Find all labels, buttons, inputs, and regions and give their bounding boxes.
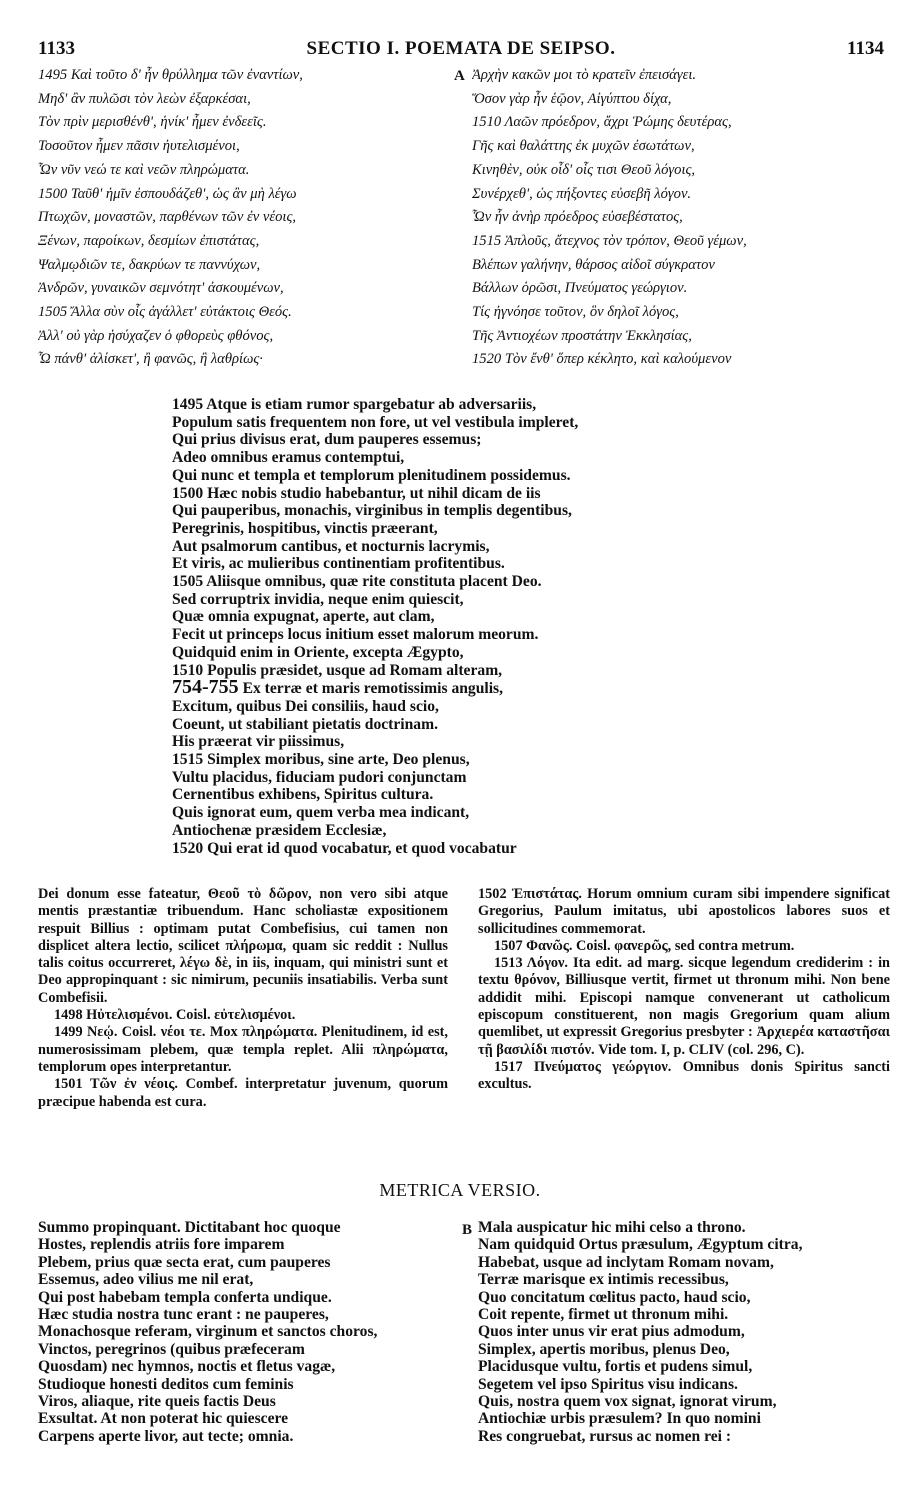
- note-paragraph: 1498 Ηὐτελισμένοι. Coisl. εὐτελισμένοι.: [54, 1007, 296, 1024]
- metrica-verse-line: Quosdam) nec hymnos, noctis et fletus vagæ,: [38, 1358, 336, 1376]
- greek-verse-line: Ἀνδρῶν, γυναικῶν σεμνότητ' ἀσκουμένων,: [38, 280, 284, 297]
- greek-text-right: [472, 64, 892, 372]
- metrica-verse-line: Simplex, apertis moribus, plenus Deo,: [478, 1340, 730, 1358]
- right-page-number: 1134: [847, 38, 884, 59]
- greek-verse-line: 1510 Λαῶν πρόεδρον, ἄχρι Ῥώμης δευτέρας,: [472, 114, 732, 131]
- greek-verse-line: Ὧν νῦν νεώ τε καὶ νεῶν πληρώματα.: [38, 161, 250, 178]
- latin-verse-line: Vultu placidus, fiduciam pudori conjunctam: [172, 768, 467, 786]
- metrica-verse-line: Viros, aliaque, rite queis factis Deus: [38, 1393, 276, 1411]
- metrica-verse-line: Mala auspicatur hic mihi celso a throno.: [478, 1219, 746, 1236]
- column-marker-a: A: [454, 68, 465, 84]
- greek-verse-line: Κινηθὲν, οὐκ οἶδ' οἷς τισι Θεοῦ λόγοις,: [472, 161, 696, 178]
- greek-verse-line: 1500 Ταῦθ' ἡμῖν ἐσπουδάζεθ', ὡς ἂν μὴ λέγω: [38, 185, 297, 202]
- metrica-verse-line: Essemus, adeo vilius me nil erat,: [38, 1271, 254, 1289]
- greek-verse-line: 1495 Καὶ τοῦτο δ' ἦν θρύλλημα τῶν ἐναντίων,: [38, 67, 303, 83]
- note-paragraph: 1517 Πνεύματος γεώργιον. Omnibus donis Spiritus sancti excultus.: [478, 1058, 890, 1093]
- latin-verse-line: Qui nunc et templa et templorum plenitudinem possidemus.: [172, 466, 571, 484]
- latin-verse-line: Populum satis frequentem non fore, ut vel vestibula impleret,: [172, 413, 579, 431]
- greek-verse-line: Συνέρχεθ', ὡς πήξοντες εὐσεβῆ λόγον.: [472, 185, 692, 202]
- metrica-verse-line: Studioque honesti deditos cum feminis: [38, 1375, 294, 1393]
- note-paragraph: 1513 Λόγον. Ita edit. ad marg. sicque legendum crediderim : in textu θρόνον, Billiusque vertit, firmet ut thronum mihi. Non bene addidit mihi. Episcopi namque convenerant ut catholicum episcopum constituerent, non magis Gregorium quam alium quemlibet, ut expressit Gregorius presbyter : Ἀρχιερέα καταστῆσαι τῇ βασιλίδι πιστόν. Vide tom. I, p. CLIV (col. 296, C).: [478, 955, 890, 1058]
- metrica-verse-line: Quo concitatum cœlitus pacto, haud scio,: [478, 1288, 751, 1306]
- greek-verse-line: Μηδ' ἂν πυλῶσι τὸν λεὼν ἐξαρκέσαι,: [38, 90, 251, 107]
- greek-verse-line: Τίς ἠγνόησε τοῦτον, ὃν δηλοῖ λόγος,: [472, 304, 679, 321]
- greek-verse-line: Τοσοῦτον ἦμεν πᾶσιν ἠυτελισμένοι,: [38, 138, 240, 155]
- metrica-verse-line: Hostes, replendis atriis fore imparem: [38, 1236, 285, 1254]
- latin-verse-line: Qui prius divisus erat, dum pauperes essemus;: [172, 431, 482, 449]
- notes-left: [38, 886, 448, 1111]
- left-page-number: 1133: [38, 38, 75, 59]
- latin-verse-line: Coeunt, ut stabiliant pietatis doctrinam.: [172, 715, 438, 733]
- metrica-verse-line: Placidusque vultu, fortis et pudens simul,: [478, 1358, 753, 1376]
- note-paragraph: 1501 Τῶν ἐν νέοις. Combef. interpretatur juvenum, quorum præcipue habenda est cura.: [38, 1076, 448, 1110]
- greek-verse-line: Γῆς καὶ θαλάττης ἐκ μυχῶν ἐσωτάτων,: [472, 138, 695, 155]
- metrica-verse-line: Carpens aperte livor, aut tecte; omnia.: [38, 1427, 294, 1445]
- metrica-verse-line: Plebem, prius quæ secta erat, cum pauperes: [38, 1253, 331, 1271]
- latin-verse-line: 1510 Populis præsidet, usque ad Romam alteram,: [172, 661, 503, 679]
- metrica-verse-line: Habebat, usque ad inclytam Romam novam,: [478, 1253, 774, 1271]
- greek-verse-line: Ξένων, παροίκων, δεσμίων ἐπιστάτας,: [38, 232, 260, 249]
- greek-verse-line: Ψαλμῳδιῶν τε, δακρύων τε παννύχων,: [38, 256, 261, 273]
- column-marker-b: B: [462, 1222, 473, 1238]
- metrica-verse-line: Terræ marisque ex intimis recessibus,: [478, 1271, 729, 1289]
- latin-verse-line: Cernentibus exhibens, Spiritus cultura.: [172, 786, 434, 804]
- latin-verse-line: 1515 Simplex moribus, sine arte, Deo plenus,: [172, 751, 470, 769]
- latin-verse-line: 1505 Aliisque omnibus, quæ rite constituta placent Deo.: [172, 573, 542, 591]
- greek-verse-line: Ὦ πάνθ' ἁλίσκετ', ἢ φανῶς, ἢ λαθρίως·: [38, 351, 263, 368]
- note-paragraph: Dei donum esse fateatur, Θεοῦ τὸ δῶρον, non vero sibi atque mentis præstantiæ tribuendum. Hanc scholiastæ expositionem respuit Billius : optimam putat Combefisius, cui tamen non displicet altera lectio, scilicet πλήρωμα, quam sic reddit : Nullus talis coitus occurreret, λέγω δὲ, in iis, inquam, qui ministri sunt et Deo appropinquant : sic nimirum, pecuniis insatiabilis. Verba sunt Combefisii.: [38, 886, 448, 1006]
- latin-verse-line: 1495 Atque is etiam rumor spargebatur ab adversariis,: [172, 396, 537, 413]
- latin-verse-line: Et viris, ac mulieribus continentiam profitentibus.: [172, 555, 505, 573]
- greek-verse-line: Τῆς Ἀντιοχέων προστάτην Ἐκκλησίας,: [472, 327, 692, 344]
- greek-verse-line: Πτωχῶν, μοναστῶν, παρθένων τῶν ἐν νέοις,: [38, 209, 297, 226]
- latin-verse-line: Sed corruptrix invidia, neque enim quiescit,: [172, 590, 464, 608]
- metrica-verse-line: Segetem vel ipso Spiritus visu indicans.: [478, 1375, 738, 1393]
- verse-text: Ex terræ et maris remotissimis angulis,: [242, 680, 504, 698]
- latin-verse-line: Adeo omnibus eramus contemptui,: [172, 449, 405, 467]
- notes-right: [478, 886, 890, 1094]
- latin-verse-line: Quidquid enim in Oriente, excepta Ægypto,: [172, 643, 464, 661]
- running-title: SECTIO I. POEMATA DE SEIPSO.: [306, 38, 616, 59]
- greek-verse-line: Ἀρχὴν κακῶν μοι τὸ κρατεῖν ἐπεισάγει.: [472, 67, 697, 83]
- metrica-verse-line: Summo propinquant. Dictitabant hoc quoque: [38, 1219, 341, 1236]
- metrica-verse-line: Quos inter unus vir erat pius admodum,: [478, 1323, 745, 1341]
- latin-verse-line: 1500 Hæc nobis studio habebantur, ut nihil dicam de iis: [172, 484, 541, 502]
- latin-verse-line: Antiochenæ præsidem Ecclesiæ,: [172, 821, 387, 839]
- latin-verse-line: Aut psalmorum cantibus, et nocturnis lacrymis,: [172, 537, 490, 555]
- latin-verse-line: Quis ignorat eum, quem verba mea indicant,: [172, 804, 470, 822]
- latin-verse-line: Qui pauperibus, monachis, virginibus in templis degentibus,: [172, 502, 572, 520]
- greek-verse-line: 1520 Τὸν ἔνθ' ὅπερ κέκλητο, καὶ καλούμενον: [472, 351, 732, 368]
- metrica-verse-line: Qui post habebam templa conferta undique.: [38, 1288, 332, 1306]
- note-paragraph: 1507 Φανῶς. Coisl. φανερῶς, sed contra metrum.: [494, 937, 795, 954]
- metrica-verse-line: Nam quidquid Ortus præsulum, Ægyptum citra,: [478, 1236, 803, 1254]
- latin-verse-line: [172, 679, 772, 698]
- greek-verse-line: Ἀλλ' οὐ γὰρ ἡσύχαζεν ὁ φθορεὺς φθόνος,: [38, 327, 274, 344]
- greek-verse-line: Βάλλων ὁρῶσι, Πνεύματος γεώργιον.: [472, 280, 688, 297]
- metrica-verse-line: Exsultat. At non poterat hic quiescere: [38, 1410, 289, 1428]
- latin-verse-line: 1520 Qui erat id quod vocabatur, et quod vocabatur: [172, 839, 517, 857]
- metrica-versio-left: [38, 1219, 458, 1445]
- metrica-verse-line: Res congruebat, rursus ac nomen rei :: [478, 1427, 732, 1445]
- section-title: METRICA VERSIO.: [379, 1180, 541, 1200]
- note-paragraph: 1499 Νεῴ. Coisl. νέοι τε. Mox πληρώματα. Plenitudinem, id est, numerosissimam plebem, quæ templa replet. Alii πληρώματα, templorum opes interpretantur.: [38, 1024, 448, 1075]
- greek-verse-line: 1505 Ἄλλα σὺν οἷς ἀγάλλετ' εὐτάκτοις Θεός.: [38, 304, 292, 321]
- column-number: 754-755: [172, 679, 239, 698]
- note-paragraph: 1502 Ἐπιστάτας. Horum omnium curam sibi impendere significat Gregorius, Paulum imitatus, ubi apostolicos labores suos et sollicitudines commemorat.: [478, 886, 890, 937]
- greek-verse-line: Βλέπων γαλήνην, θάρσος αἰδοῖ σύγκρατον: [472, 256, 715, 273]
- greek-text-left: [38, 64, 448, 372]
- latin-verse-line: Quæ omnia expugnat, aperte, aut clam,: [172, 608, 435, 626]
- greek-verse-line: 1515 Ἁπλοῦς, ἄτεχνος τὸν τρόπον, Θεοῦ γέμων,: [472, 232, 747, 249]
- greek-verse-line: Ὧν ἦν ἀνὴρ πρόεδρος εὐσεβέστατος,: [472, 209, 683, 226]
- latin-translation: [172, 396, 772, 857]
- metrica-verse-line: Coit repente, firmet ut thronum mihi.: [478, 1306, 729, 1324]
- latin-verse-line: Excitum, quibus Dei consiliis, haud scio,: [172, 697, 439, 715]
- metrica-versio-right: [478, 1219, 898, 1445]
- latin-verse-line: Peregrinis, hospitibus, vinctis præerant,: [172, 519, 438, 537]
- metrica-verse-line: Vinctos, peregrinos (quibus præfeceram: [38, 1340, 305, 1358]
- latin-verse-line: His præerat vir piissimus,: [172, 733, 345, 751]
- metrica-verse-line: Quis, nostra quem vox signat, ignorat virum,: [478, 1393, 777, 1411]
- greek-verse-line: Ὅσον γὰρ ἦν ἑῷον, Αἰγύπτου δίχα,: [472, 90, 672, 107]
- page-header: [38, 38, 884, 60]
- metrica-verse-line: Antiochiæ urbis præsulem? In quo nomini: [478, 1410, 761, 1428]
- greek-verse-line: Τὸν πρὶν μερισθένθ', ἡνίκ' ἦμεν ἐνδεεῖς.: [38, 114, 267, 131]
- metrica-verse-line: Hæc studia nostra tunc erant : ne pauperes,: [38, 1306, 329, 1324]
- latin-verse-line: Fecit ut princeps locus initium esset malorum meorum.: [172, 626, 539, 644]
- metrica-verse-line: Monachosque referam, virginum et sanctos choros,: [38, 1323, 378, 1341]
